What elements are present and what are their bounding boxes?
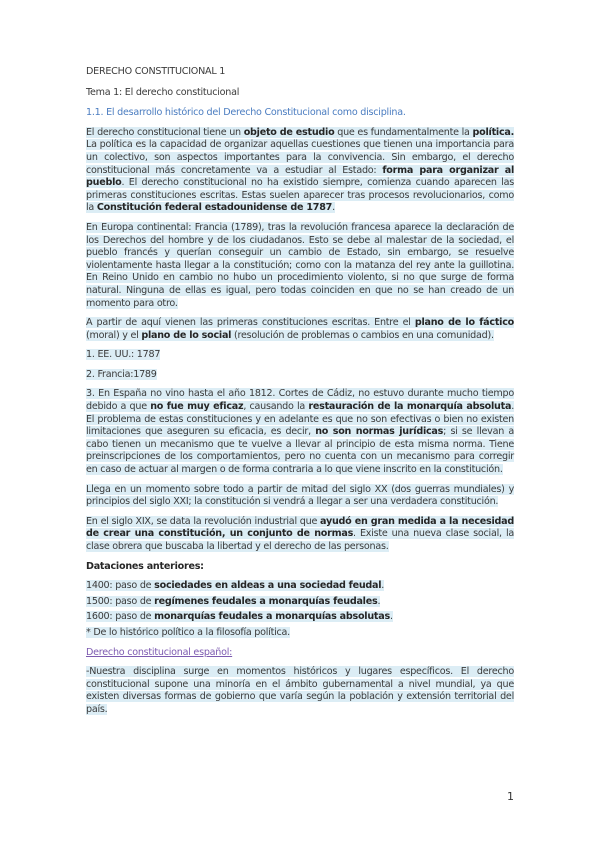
datacion-1600 [86,611,514,624]
paragraph-objeto-estudio [86,127,514,215]
bold-text-run: monarquías feudales a monarquías absolutas [154,611,390,623]
highlighted-text: En Europa continental: Francia (1789), tras la revolución francesa aparece la declaración de los Derechos del hombre y de los ciudadanos. Esto se debe al malestar de la sociedad, el pueblo francés y querían conseguir un cambio de Estado, sin embargo, se resuelve violentamente hasta llegar a la constitución; como con la matanza del rey ante la guillotina. En Reino Unido en cambio no hubo un procedimiento violento, si no que surge de forma natural. Ninguna de ellas es igual, pero todas coinciden en que no se han creado de un momento para otro. [86,221,514,309]
bold-text-run: sociedades en aldeas a una sociedad feudal [154,580,382,592]
text-run: . [377,595,381,607]
page-number: 1 [507,790,514,803]
text-run: . [332,202,335,214]
bold-text-run: política. [472,126,514,138]
list-item-francia [86,369,514,382]
paragraph-europa-continental [86,222,514,310]
text-run: 1500: paso de [86,595,155,607]
text-run: El derecho constitucional tiene un [86,126,244,138]
highlighted-text [86,580,384,591]
list-item-eeuu [86,349,514,362]
highlighted-text [86,516,514,552]
text-run: . El derecho constitucional no ha existido siempre, comienza cuando aparecen las primeras constituciones escritas. Estas suelen aparecer tras procesos revolucionarios, como la [86,177,514,214]
text-run: 3. En España no vino hasta el año 1812. Cortes de Cádiz, no estuvo durante mucho tiempo debido a que [86,388,514,413]
bold-text-run: no fue muy eficaz [150,401,244,413]
topic-heading: Tema 1: El derecho constitucional [86,86,240,98]
text-run: ; si se llevan a cabo tienen un mecanismo que te vuelve a llevar al principio de esta misma norma. Tiene preinscripciones de los comportamientos, pero no cuenta con un mecanismo para corregir en caso de actuar al margen o de forma contraria a lo que viene inscrito en la constitución. [86,426,514,476]
text-run: . [381,580,385,592]
text-run: , causando la [243,401,309,413]
text-run: (resolución de problemas o cambios en una comunidad). [231,329,494,341]
text-run: (moral) y el [86,329,142,341]
bold-text-run: plano de lo fáctico [414,317,514,329]
datacion-note [86,627,514,640]
bold-text-run: restauración de la monarquía absoluta [308,401,512,413]
bold-text-run: forma para organizar al pueblo [86,164,514,189]
dataciones-label-text: Dataciones anteriores: [86,560,204,572]
text-run: . El problema de estas constituciones y en adelante es que no son efectivas o bien no existen limitaciones que aseguren su eficacia, es decir, [86,401,514,438]
bold-text-run: ayudó en gran medida a la necesidad de crear una constitución, un conjunto de normas [86,515,514,540]
bold-text-run: no son normas jurídicas [315,426,444,438]
highlighted-text [86,611,393,622]
dataciones-label [86,561,514,574]
highlighted-text [86,596,380,607]
text-run: 1400: paso de [86,580,155,592]
subsection-link[interactable]: Derecho constitucional español: [86,646,233,658]
paragraph-espana [86,388,514,476]
bold-text-run: Constitución federal estadounidense de 1787 [96,202,333,214]
highlighted-text: 1. EE. UU.: 1787 [86,349,161,361]
bold-text-run: objeto de estudio [243,126,335,138]
paragraph-siglo-xx [86,484,514,509]
text-run: La política es la capacidad de organizar aquellas cuestiones que tienen una importancia para un colectivo, son aspectos importantes para la convivencia. Sin embargo, el derecho constitucional más concretamente va a estudiar al Estado: [86,139,514,176]
bold-text-run: regímenes feudales a monarquías feudales [154,595,378,607]
text-run: 1600: paso de [86,611,155,623]
text-run: . Existe una nueva clase social, la clase obrera que buscaba la libertad y el derecho de las personas. [86,528,514,552]
page-content [86,66,514,724]
datacion-1400 [86,580,514,593]
bold-text-run: plano de lo social [141,329,232,341]
text-run: En el siglo XIX, se data la revolución industrial que [86,515,321,527]
highlighted-text [86,317,514,341]
paragraph-disciplina [86,666,514,716]
document-title: DERECHO CONSTITUCIONAL 1 [86,66,226,77]
paragraph-primeras-constituciones [86,317,514,342]
highlighted-text: * De lo histórico político a la filosofía política. [86,626,290,638]
text-run: que es fundamentalmente la [334,126,473,138]
datacion-1500 [86,596,514,609]
highlighted-text: 2. Francia:1789 [86,368,157,380]
highlighted-text: Llega en un momento sobre todo a partir de mitad del siglo XX (dos guerras mundiales) y principios del siglo XXI; la constitución si vendrá a llegar a ser una verdadera constitución. [86,483,514,508]
highlighted-text [86,388,514,475]
highlighted-text [86,127,514,214]
text-run: . [389,611,393,623]
section-heading: 1.1. El desarrollo histórico del Derecho Constitucional como disciplina. [86,107,406,119]
highlighted-text: -Nuestra disciplina surge en momentos históricos y lugares específicos. El derecho constitucional supone una minoría en el ámbito gubernamental a nivel mundial, ya que existen diversas formas de gobierno que varía según la población y extensión territorial del país. [86,666,514,715]
text-run: A partir de aquí vienen las primeras constituciones escritas. Entre el [86,317,415,329]
paragraph-siglo-xix [86,516,514,554]
